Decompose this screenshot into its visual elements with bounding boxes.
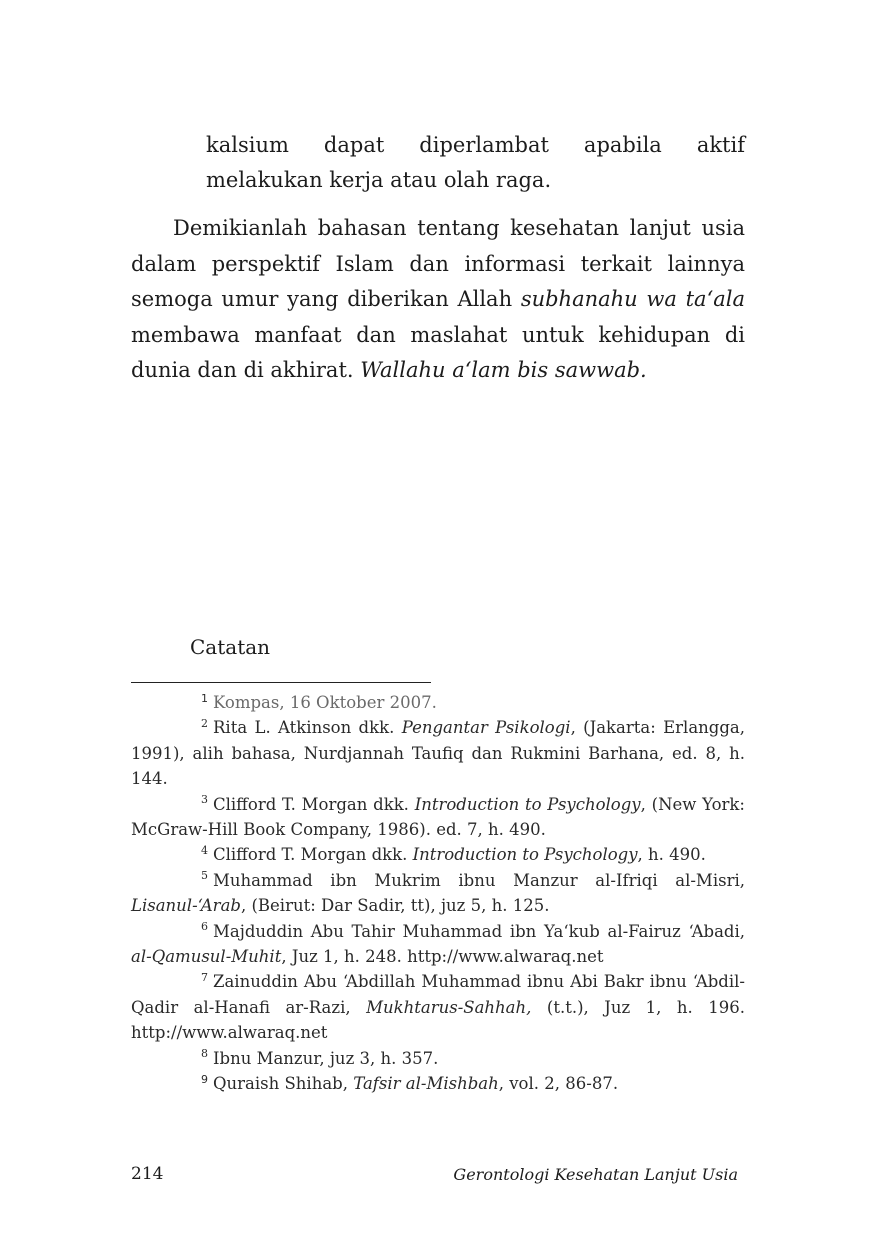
note-text: , (New York: McGraw-Hill Book Company, 1986). ed. 7, h. 490.	[131, 794, 745, 840]
page-number: 214	[131, 1164, 164, 1184]
note-text: Muhammad ibn Mukrim ibnu Manzur al-Ifriqi al-Misri,	[213, 870, 745, 890]
note-1	[131, 690, 745, 715]
note-text: Clifford T. Morgan dkk.	[213, 845, 413, 865]
note-text: , Juz 1, h. 248. http://www.alwaraq.net	[281, 947, 604, 967]
conclusion-text-1: Demikianlah bahasan tentang kesehatan lanjut usia dalam perspektif Islam dan informasi terkait lainnya semoga umur yang diberikan Allah	[131, 216, 745, 311]
note-text: Kompas, 16 Oktober 2007.	[213, 693, 437, 712]
conclusion-text-2: membawa manfaat dan maslahat untuk kehidupan di dunia dan di akhirat.	[131, 322, 745, 382]
note-title: Tafsir al-Mishbah	[353, 1074, 499, 1094]
note-number: 4	[201, 843, 208, 857]
note-number: 2	[201, 716, 208, 730]
note-7	[131, 969, 745, 1045]
note-title: al-Qamusul-Muhit	[131, 947, 282, 967]
conclusion-italic-2: Wallahu a‘lam bis sawwab.	[360, 358, 647, 382]
notes-divider	[131, 682, 431, 683]
note-8	[131, 1046, 745, 1071]
note-text: Clifford T. Morgan dkk.	[213, 794, 415, 814]
note-number: 3	[201, 793, 208, 807]
note-title: Mukhtarus-Sahhah,	[366, 997, 532, 1017]
note-3	[131, 792, 745, 843]
note-text: Zainuddin Abu ‘Abdillah Muhammad ibnu Abi Bakr ibnu ‘Abdil-Qadir al-Hanafi ar-Razi,	[131, 972, 745, 1017]
conclusion-paragraph	[131, 211, 745, 389]
note-number: 1	[201, 691, 208, 705]
note-5	[131, 868, 745, 919]
note-text: (t.t.), Juz 1, h. 196. http://www.alwaraq.net	[131, 997, 745, 1043]
note-text: , vol. 2, 86-87.	[498, 1074, 619, 1094]
continuation-paragraph: kalsium dapat diperlambat apabila aktif melakukan kerja atau olah raga.	[206, 133, 745, 192]
note-text: Ibnu Manzur, juz 3, h. 357.	[213, 1048, 439, 1068]
note-9	[131, 1071, 745, 1096]
conclusion-italic-1: subhanahu wa ta‘ala	[520, 287, 745, 311]
note-title: Lisanul-‘Arab	[131, 896, 241, 916]
note-title: Introduction to Psychology	[412, 845, 638, 865]
note-number: 7	[201, 970, 208, 984]
note-4	[131, 842, 745, 867]
note-text: Majduddin Abu Tahir Muhammad ibn Ya‘kub al-Fairuz ‘Abadi,	[213, 921, 745, 941]
note-text: , h. 490.	[637, 845, 706, 865]
note-number: 9	[201, 1072, 208, 1086]
note-title: Introduction to Psychology	[414, 794, 641, 814]
notes-list	[131, 690, 745, 1097]
note-title: Pengantar Psikologi	[401, 718, 571, 738]
note-6	[131, 919, 745, 970]
note-text: , (Jakarta: Erlangga, 1991), alih bahasa, Nurdjannah Taufiq dan Rukmini Barhana, ed. 8, h. 144.	[131, 718, 745, 789]
note-text: , (Beirut: Dar Sadir, tt), juz 5, h. 125.	[240, 896, 550, 916]
notes-heading: Catatan	[190, 635, 271, 659]
note-2	[131, 715, 745, 791]
note-number: 6	[201, 920, 208, 934]
note-number: 5	[201, 869, 208, 883]
note-text: Quraish Shihab,	[213, 1074, 354, 1094]
running-title: Gerontologi Kesehatan Lanjut Usia	[453, 1165, 738, 1184]
note-text: Rita L. Atkinson dkk.	[213, 718, 402, 738]
note-number: 8	[201, 1047, 208, 1061]
